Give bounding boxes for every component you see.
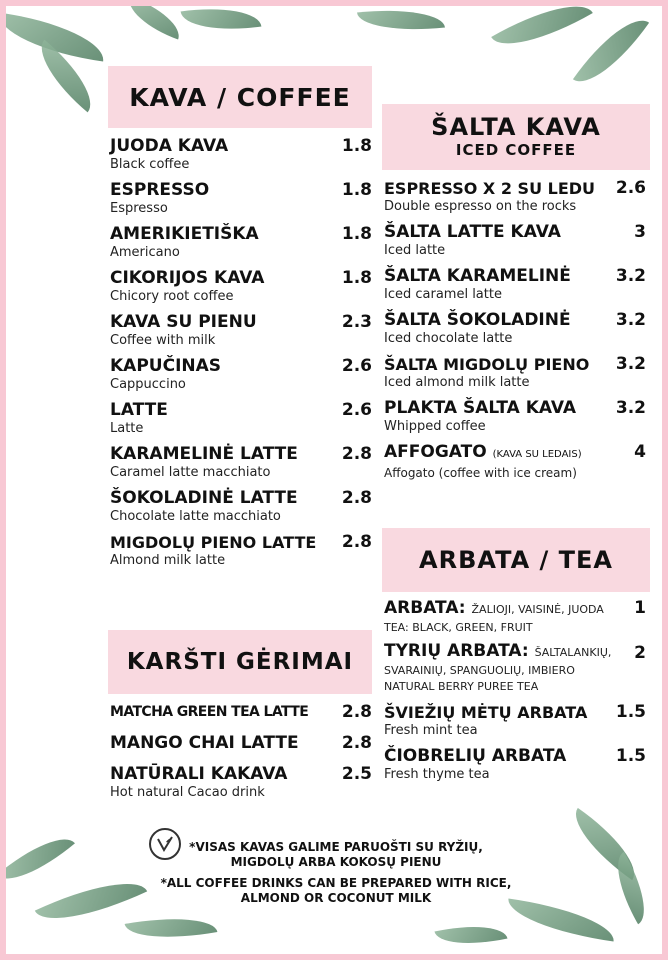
item-price: 3: [634, 222, 646, 242]
menu-item: [110, 532, 372, 569]
coffee-section-title: KAVA / COFFEE: [129, 82, 351, 112]
item-desc: Espresso: [110, 201, 168, 216]
item-price: 1.5: [615, 746, 646, 766]
menu-item: [384, 746, 646, 783]
item-name: LATTE: [110, 400, 168, 420]
menu-item: [110, 312, 372, 349]
item-price: 1.8: [341, 136, 372, 156]
item-name: JUODA KAVA: [110, 136, 229, 156]
item-price: 1: [634, 598, 646, 618]
item-name: ŠALTA ŠOKOLADINĖ: [384, 310, 571, 330]
leaf-decoration-icon: [491, 6, 593, 63]
footer-line: MIGDOLŲ ARBA KOKOSŲ PIENU: [230, 855, 442, 869]
footer-line: *VISAS KAVAS GALIME PARUOŠTI SU RYŽIŲ,: [189, 840, 483, 854]
item-desc: NATURAL BERRY PUREE TEA: [384, 680, 539, 693]
menu-page: [6, 6, 662, 954]
item-name: AMERIKIETIŠKA: [110, 224, 259, 244]
item-desc: Iced caramel latte: [384, 287, 502, 302]
menu-item: [384, 598, 646, 636]
item-name: ŠALTA KARAMELINĖ: [384, 266, 571, 286]
menu-item: [384, 398, 646, 435]
item-price: 4: [634, 442, 646, 462]
item-desc: Iced chocolate latte: [384, 331, 513, 346]
iced-coffee-list: [384, 178, 646, 488]
hot-drinks-section-title: KARŠTI GĖRIMAI: [126, 648, 354, 675]
item-name-text: AFFOGATO: [384, 442, 487, 462]
item-price: 2.8: [341, 532, 372, 552]
item-price: 2.8: [341, 444, 372, 464]
item-desc: Latte: [110, 421, 144, 436]
item-name: PLAKTA ŠALTA KAVA: [384, 398, 577, 418]
item-name: MATCHA GREEN TEA LATTE: [110, 704, 309, 720]
footer-line: *ALL COFFEE DRINKS CAN BE PREPARED WITH RICE,: [160, 876, 512, 890]
item-desc: Iced almond milk latte: [384, 375, 530, 390]
tea-list: [384, 598, 646, 790]
item-price: 1.8: [341, 268, 372, 288]
item-desc: Coffee with milk: [110, 333, 216, 348]
item-inline-desc: ŽALIOJI, VAISINĖ, JUODA: [471, 603, 604, 616]
item-price: 2.5: [341, 764, 372, 784]
item-price: 3.2: [615, 354, 646, 374]
footer-note: [146, 828, 526, 918]
menu-item: [110, 268, 372, 305]
item-name: MANGO CHAI LATTE: [110, 733, 299, 753]
item-name: ESPRESSO: [110, 180, 210, 200]
item-price: 2.6: [615, 178, 646, 198]
item-name: [384, 598, 624, 620]
item-desc: Hot natural Cacao drink: [110, 785, 265, 800]
menu-item: [384, 442, 646, 481]
item-price: 2.8: [341, 733, 372, 753]
item-name: MIGDOLŲ PIENO LATTE: [110, 533, 317, 552]
item-name-text: TYRIŲ ARBATA:: [384, 641, 529, 661]
iced-coffee-section-header: [382, 104, 650, 170]
item-desc: Whipped coffee: [384, 419, 486, 434]
menu-item: [110, 136, 372, 173]
item-desc: Black coffee: [110, 157, 190, 172]
menu-item: [110, 356, 372, 393]
coffee-list: [110, 136, 372, 576]
menu-item: [384, 643, 646, 695]
menu-item: [110, 764, 372, 801]
item-price: 2.8: [341, 488, 372, 508]
item-desc: Iced latte: [384, 243, 446, 258]
leaf-decoration-icon: [357, 6, 445, 36]
item-inline-desc: ŠALTALANKIŲ, SVARAINIŲ, SPANGUOLIŲ, IMBIERO: [384, 646, 612, 677]
item-desc: Chocolate latte macchiato: [110, 509, 281, 524]
leaf-decoration-icon: [573, 6, 649, 96]
leaf-decoration-icon: [181, 6, 262, 37]
item-price: 2.6: [341, 356, 372, 376]
item-desc: Fresh thyme tea: [384, 767, 490, 782]
hot-drinks-list: [110, 702, 372, 808]
item-desc: Double espresso on the rocks: [384, 199, 577, 214]
item-name: ŠVIEŽIŲ MĖTŲ ARBATA: [384, 703, 588, 722]
menu-item: [384, 222, 646, 259]
footer-line: ALMOND OR COCONUT MILK: [240, 891, 432, 905]
menu-item: [110, 733, 372, 754]
item-name: ESPRESSO X 2 SU LEDU: [384, 179, 596, 198]
item-name: KAVA SU PIENU: [110, 312, 257, 332]
item-name: KARAMELINĖ LATTE: [110, 444, 298, 464]
item-name: ŠALTA LATTE KAVA: [384, 222, 561, 242]
coffee-section-header: [108, 66, 372, 128]
item-desc: Affogato (coffee with ice cream): [384, 466, 577, 480]
iced-coffee-section-title: ŠALTA KAVA: [431, 113, 601, 141]
menu-item: [384, 310, 646, 347]
item-price: 1.8: [341, 224, 372, 244]
menu-item: [384, 702, 646, 739]
item-price: 2.3: [341, 312, 372, 332]
hot-drinks-section-header: [108, 630, 372, 694]
menu-item: [384, 178, 646, 215]
menu-item: [110, 224, 372, 261]
item-price: 2.8: [341, 702, 372, 722]
item-name: KAPUČINAS: [110, 356, 222, 376]
item-desc: TEA: BLACK, GREEN, FRUIT: [384, 621, 533, 634]
menu-item: [110, 488, 372, 525]
leaf-decoration-icon: [562, 808, 649, 880]
item-desc: Cappuccino: [110, 377, 186, 392]
item-name: ŠOKOLADINĖ LATTE: [110, 488, 298, 508]
item-price: 1.5: [615, 702, 646, 722]
item-name: NATŪRALI KAKAVA: [110, 764, 288, 784]
item-price: 3.2: [615, 398, 646, 418]
item-price: 3.2: [615, 266, 646, 286]
tea-section-title: ARBATA / TEA: [419, 546, 613, 574]
item-desc: Caramel latte macchiato: [110, 465, 271, 480]
leaf-decoration-icon: [6, 823, 75, 894]
leaf-decoration-icon: [434, 917, 507, 953]
item-name-text: ARBATA:: [384, 598, 466, 618]
tea-section-header: [382, 528, 650, 592]
item-name: ČIOBRELIŲ ARBATA: [384, 746, 567, 766]
item-note: (KAVA SU LEDAIS): [492, 449, 582, 460]
menu-item: [110, 400, 372, 437]
item-name: [384, 643, 624, 679]
iced-coffee-section-subtitle: ICED COFFEE: [455, 141, 577, 159]
menu-item: [384, 266, 646, 303]
item-name: ŠALTA MIGDOLŲ PIENO: [384, 355, 590, 374]
item-desc: Chicory root coffee: [110, 289, 234, 304]
menu-item: [384, 354, 646, 391]
item-desc: Fresh mint tea: [384, 723, 478, 738]
leaf-decoration-icon: [122, 6, 187, 40]
menu-item: [110, 180, 372, 217]
item-name: [384, 442, 646, 465]
item-price: 2: [634, 643, 646, 663]
item-price: 2.6: [341, 400, 372, 420]
item-price: 1.8: [341, 180, 372, 200]
item-name: CIKORIJOS KAVA: [110, 268, 265, 288]
item-desc: Americano: [110, 245, 180, 260]
item-desc: Almond milk latte: [110, 553, 226, 568]
menu-item: [110, 444, 372, 481]
item-price: 3.2: [615, 310, 646, 330]
menu-item: [110, 702, 372, 723]
